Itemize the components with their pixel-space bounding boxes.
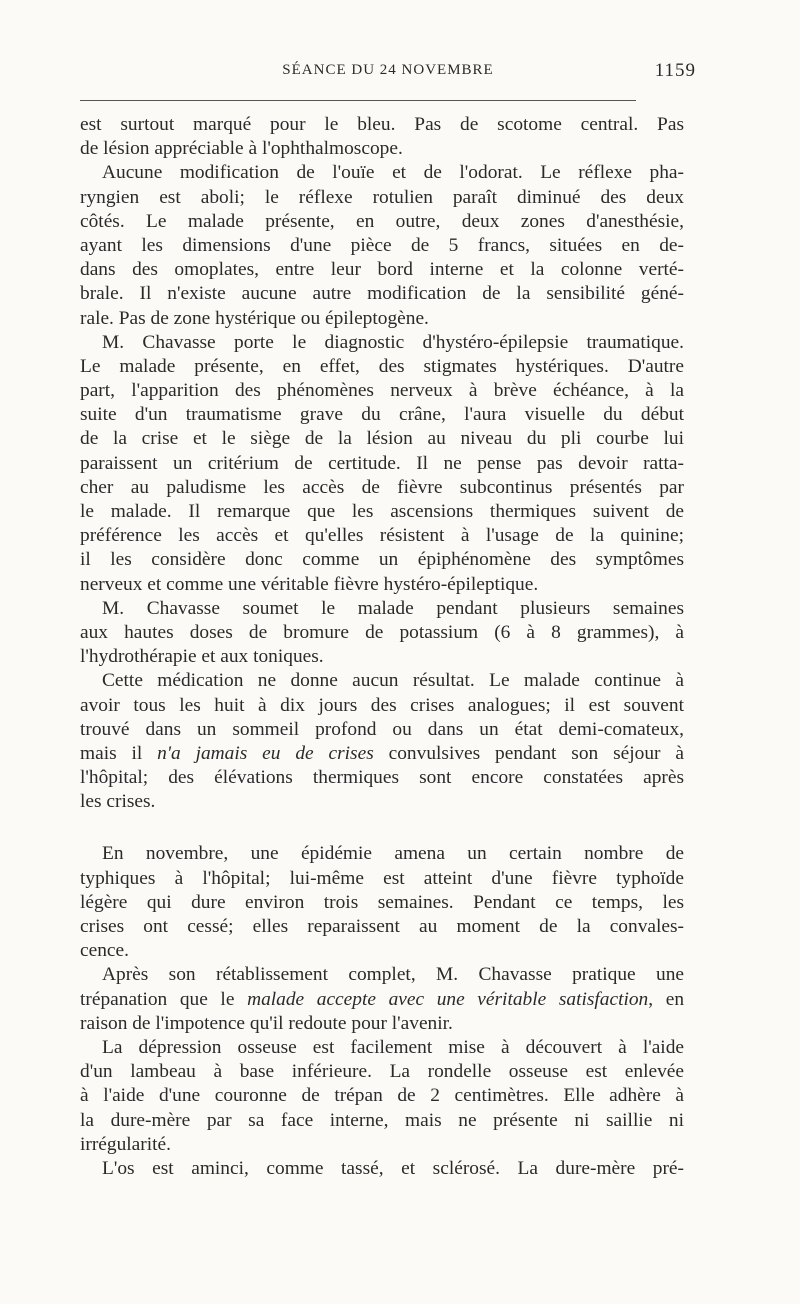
italic-phrase: malade accepte avec une véritable satisfaction	[247, 988, 649, 1010]
text-line: ryngien est aboli; le réflexe rotulien paraît diminué des deux	[80, 186, 684, 208]
page-header	[80, 60, 696, 84]
text-line: cher au paludisme les accès de fièvre subcontinus présentés par	[80, 476, 684, 498]
text-line: Cette médication ne donne aucun résultat. Le malade continue à	[102, 670, 684, 692]
text-line: paraissent un critérium de certitude. Il ne pense pas devoir ratta-	[80, 452, 684, 474]
text-line: trouvé dans un sommeil profond ou dans un état demi-comateux,	[80, 718, 684, 740]
text-line: brale. Il n'existe aucune autre modification de la sensibilité géné-	[80, 283, 684, 305]
text-line: ayant les dimensions d'une pièce de 5 francs, situées en de-	[80, 234, 684, 256]
text-line: de la crise et le siège de la lésion au niveau du pli courbe lui	[80, 428, 684, 450]
text-line: préférence les accès et qu'elles résistent à l'usage de la quinine;	[80, 525, 684, 547]
text-line: M. Chavasse porte le diagnostic d'hystéro-épilepsie traumatique.	[102, 331, 684, 353]
text-line: avoir tous les huit à dix jours des crises analogues; il est souvent	[80, 694, 684, 716]
text-line	[80, 742, 684, 766]
text-line: est surtout marqué pour le bleu. Pas de scotome central. Pas	[80, 114, 684, 135]
text-line: de lésion appréciable à l'ophthalmoscope.	[80, 138, 403, 160]
text-segment: , en	[648, 988, 685, 1010]
text-segment: mais il	[80, 742, 143, 764]
text-line: la dure-mère par sa face interne, mais ne présente ni saillie ni	[80, 1109, 684, 1131]
text-line: à l'aide d'une couronne de trépan de 2 centimètres. Elle adhère à	[80, 1085, 684, 1107]
page-number: 1159	[654, 60, 696, 81]
text-line: dans des omoplates, entre leur bord interne et la colonne verté-	[80, 259, 684, 281]
italic-phrase: n'a jamais eu de crises	[157, 742, 374, 764]
text-line: part, l'apparition des phénomènes nerveux à brève échéance, à la	[80, 380, 684, 402]
running-title: SÉANCE DU 24 NOVEMBRE	[282, 62, 494, 78]
text-line: Aucune modification de l'ouïe et de l'odorat. Le réflexe pha-	[102, 162, 684, 184]
text-line: suite d'un traumatisme grave du crâne, l'aura visuelle du début	[80, 404, 684, 426]
text-line: nerveux et comme une véritable fièvre hystéro-épileptique.	[80, 573, 539, 595]
text-line: En novembre, une épidémie amena un certain nombre de	[102, 843, 684, 865]
text-line: typhiques à l'hôpital; lui-même est atteint d'une fièvre typhoïde	[80, 867, 684, 889]
text-line: raison de l'impotence qu'il redoute pour l'avenir.	[80, 1012, 453, 1034]
text-line: Après son rétablissement complet, M. Chavasse pratique une	[102, 964, 684, 986]
body-text	[80, 113, 684, 1181]
text-line: rale. Pas de zone hystérique ou épileptogène.	[80, 307, 429, 329]
text-segment: convulsives pendant son séjour à	[388, 742, 684, 764]
text-line: M. Chavasse soumet le malade pendant plusieurs semaines	[102, 597, 684, 619]
text-line: il les considère donc comme un épiphénomène des symptômes	[80, 549, 684, 571]
paragraph-gap	[80, 814, 684, 842]
text-line: cence.	[80, 940, 129, 962]
text-line: Le malade présente, en effet, des stigmates hystériques. D'autre	[80, 355, 684, 377]
text-line: L'os est aminci, comme tassé, et sclérosé. La dure-mère pré-	[102, 1157, 684, 1179]
header-rule	[80, 100, 636, 101]
text-line: légère qui dure environ trois semaines. Pendant ce temps, les	[80, 891, 684, 913]
text-line: l'hôpital; des élévations thermiques sont encore constatées après	[80, 767, 684, 789]
text-line: l'hydrothérapie et aux toniques.	[80, 646, 324, 668]
text-line: le malade. Il remarque que les ascensions thermiques suivent de	[80, 501, 684, 522]
text-line: côtés. Le malade présente, en outre, deux zones d'anesthésie,	[80, 210, 684, 232]
text-line: La dépression osseuse est facilement mise à découvert à l'aide	[102, 1036, 684, 1058]
text-line: aux hautes doses de bromure de potassium (6 à 8 grammes), à	[80, 621, 684, 643]
text-line: d'un lambeau à base inférieure. La rondelle osseuse est enlevée	[80, 1061, 684, 1083]
text-line	[80, 988, 684, 1012]
text-segment: trépanation que le	[80, 988, 235, 1010]
text-line: les crises.	[80, 791, 156, 813]
text-line: irrégularité.	[80, 1133, 171, 1155]
text-line: crises ont cessé; elles reparaissent au moment de la convales-	[80, 916, 684, 937]
